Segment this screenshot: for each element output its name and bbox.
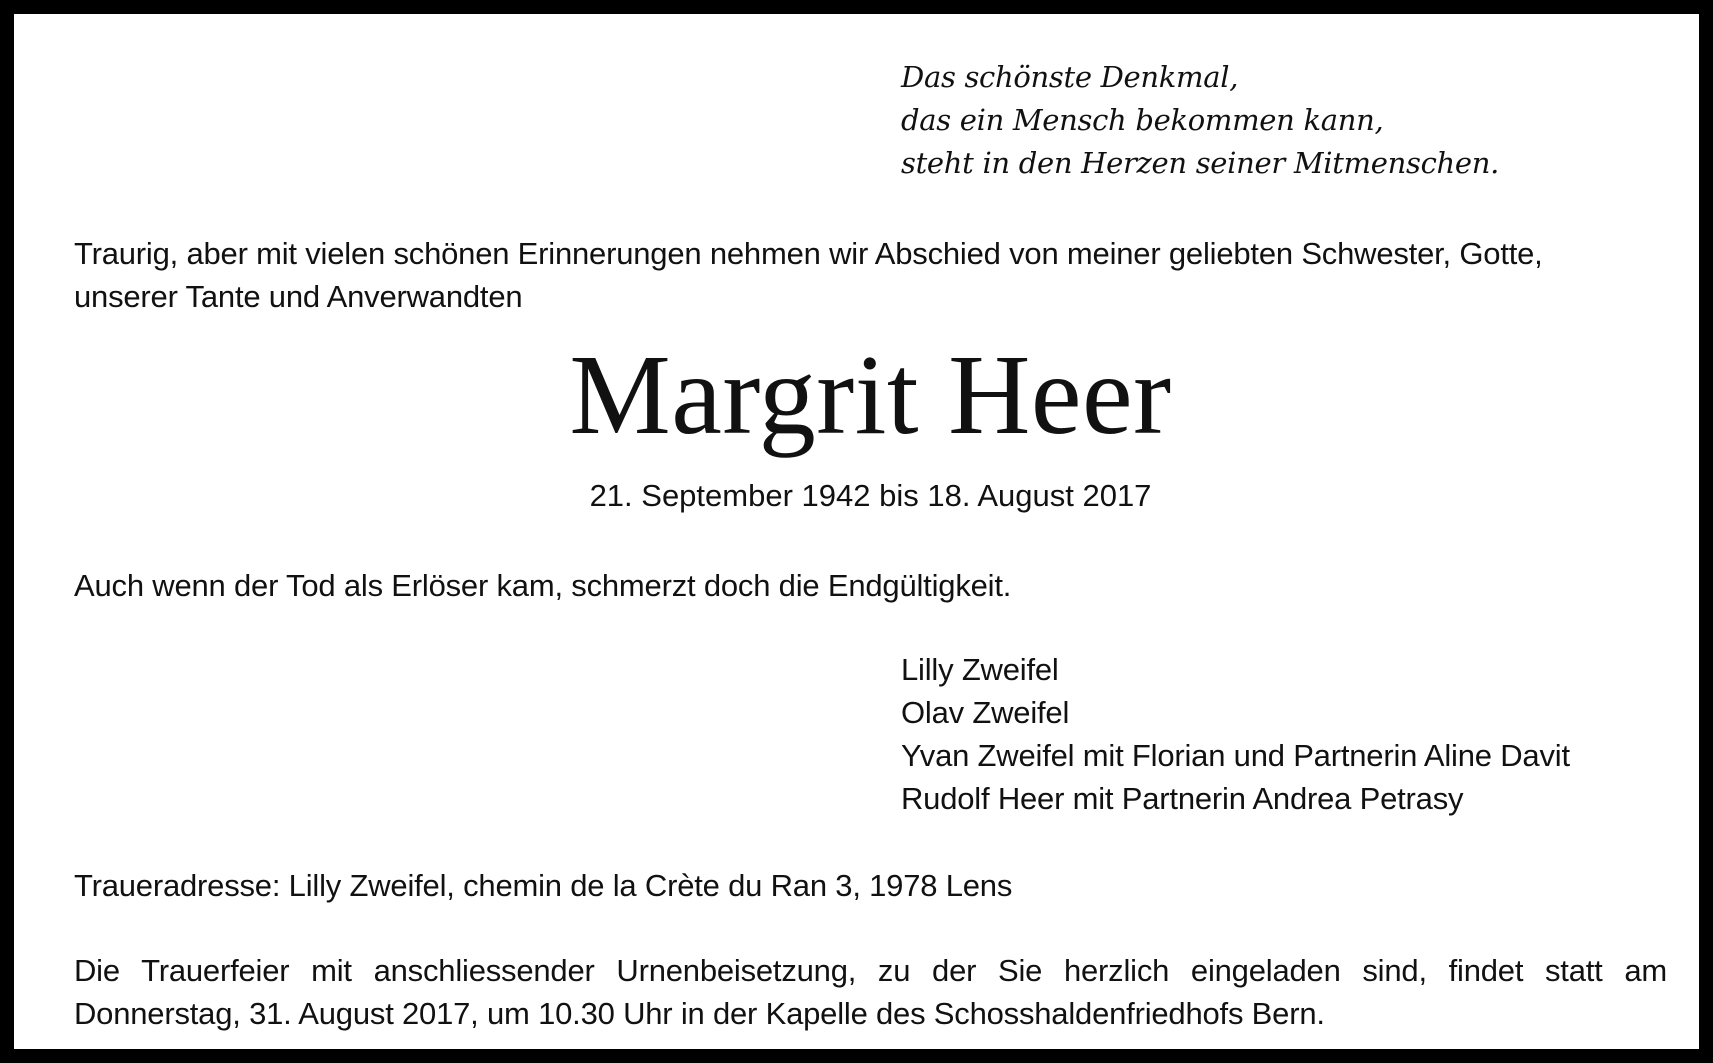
mourners-list — [901, 648, 1570, 820]
ceremony-line-2: Donnerstag, 31. August 2017, um 10.30 Uhr in der Kapelle des Schosshaldenfriedhofs Bern. — [74, 996, 1325, 1031]
intro-line-2: unserer Tante und Anverwandten — [74, 279, 523, 314]
motto-quote — [901, 56, 1499, 185]
intro-line-1: Traurig, aber mit vielen schönen Erinnerungen nehmen wir Abschied von meiner geliebten Schwester, Gotte, — [74, 236, 1543, 271]
motto-line-1: Das schönste Denkmal, — [901, 60, 1239, 94]
mourner-2: Olav Zweifel — [901, 695, 1070, 730]
life-dates: 21. September 1942 bis 18. August 2017 — [589, 478, 1152, 513]
mourner-1: Lilly Zweifel — [901, 652, 1059, 687]
closing-sentence: Auch wenn der Tod als Erlöser kam, schmerzt doch die Endgültigkeit. — [74, 568, 1012, 603]
ceremony-paragraph — [74, 949, 1667, 1035]
motto-line-3: steht in den Herzen seiner Mitmenschen. — [901, 146, 1500, 180]
mourning-address: Traueradresse: Lilly Zweifel, chemin de la Crète du Ran 3, 1978 Lens — [74, 868, 1013, 903]
mourner-3: Yvan Zweifel mit Florian und Partnerin Aline Davit — [901, 738, 1570, 773]
mourner-4: Rudolf Heer mit Partnerin Andrea Petrasy — [901, 781, 1464, 816]
ceremony-line-1: Die Trauerfeier mit anschliessender Urnenbeisetzung, zu der Sie herzlich eingeladen sind, findet statt am — [74, 953, 1667, 988]
intro-paragraph — [74, 232, 1667, 318]
motto-line-2: das ein Mensch bekommen kann, — [901, 103, 1384, 137]
deceased-name: Margrit Heer — [569, 331, 1172, 458]
